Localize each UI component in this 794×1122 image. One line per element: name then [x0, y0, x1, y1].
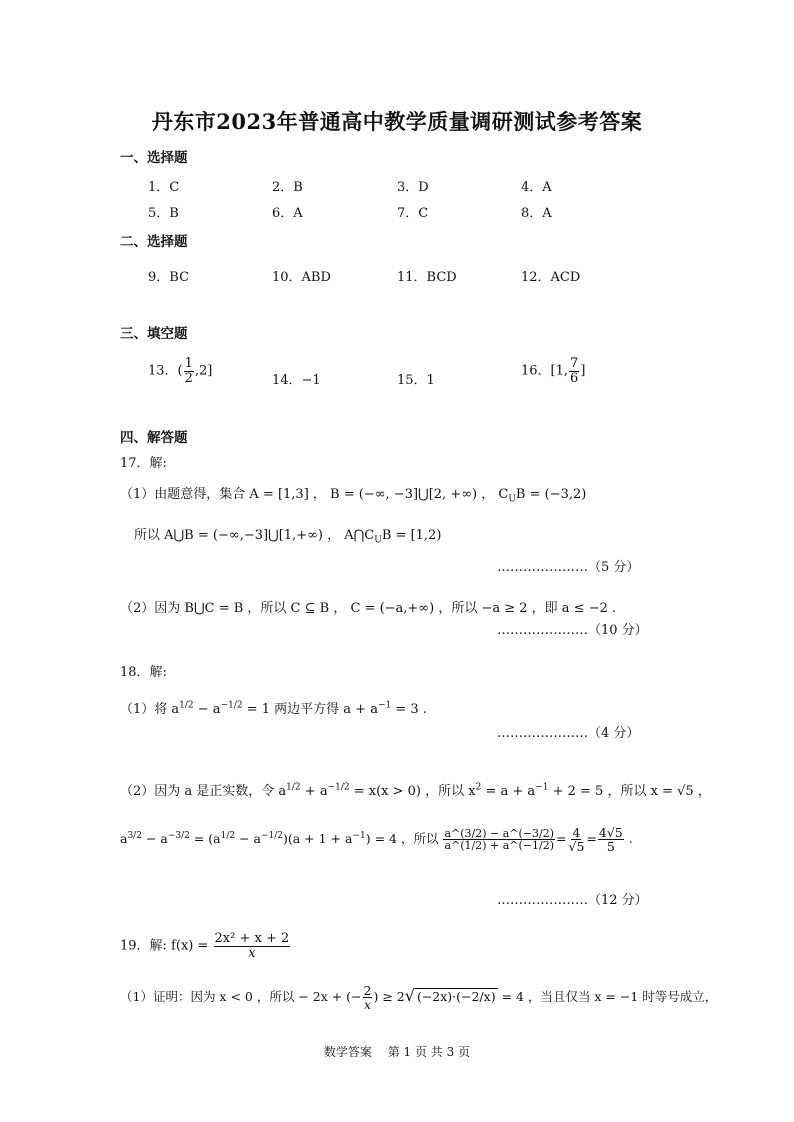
fraction — [363, 984, 373, 1011]
answer-16-open: [1, — [550, 363, 569, 379]
q17-part1-text: （1）由题意得，集合 A = [1,3] ， B = (−∞, −3]⋃[2, +∞) ， C — [120, 487, 509, 502]
answer-10: 10．ABD — [272, 270, 331, 285]
text: （2）因为 a 是正实数，令 a — [120, 784, 287, 799]
q17-score2: …………………（10 分） — [497, 623, 648, 638]
text: = 1 两边平方得 a + a — [242, 702, 378, 717]
text: = a + a — [481, 784, 536, 799]
exponent: 1/2 — [220, 830, 236, 841]
section-heading-fill: 三、填空题 — [120, 326, 188, 342]
answer-3: 3．D — [397, 180, 429, 195]
q18-part1 — [120, 698, 427, 717]
q19-label — [120, 932, 291, 960]
fraction-num: 2 — [363, 983, 372, 998]
fraction-num: 7 — [570, 356, 579, 371]
fraction-num: 2x² + x + 2 — [214, 931, 290, 946]
exponent: 3/2 — [127, 830, 142, 841]
q19-part1 — [120, 984, 717, 1011]
fraction — [569, 357, 579, 385]
section-heading-choice: 一、选择题 — [120, 150, 188, 166]
text: )(a + 1 + a — [282, 831, 353, 847]
exponent: −1 — [535, 782, 549, 793]
fraction-num: a^(3/2) − a^(−3/2) — [444, 826, 554, 840]
q17-part1-union — [134, 524, 441, 546]
page-title: 丹东市2023年普通高中教学质量调研测试参考答案 — [151, 109, 643, 134]
exponent: −1/2 — [327, 782, 350, 793]
fraction-num: 1 — [184, 356, 193, 371]
text: a — [120, 831, 128, 847]
answer-8: 8．A — [521, 206, 552, 221]
q17-score1: …………………（5 分） — [497, 560, 640, 575]
fraction — [214, 932, 291, 960]
answer-9: 9．BC — [148, 270, 190, 285]
sqrt-icon: √ — [404, 986, 415, 1006]
text: = 3 . — [391, 702, 427, 717]
fraction — [184, 357, 194, 385]
fraction — [598, 826, 624, 853]
answer-16 — [521, 357, 585, 385]
q17-part1-end: B = (−3,2) — [515, 487, 587, 502]
text: （1）将 a — [120, 702, 180, 717]
q18-score1: …………………（4 分） — [497, 726, 640, 741]
period: . — [628, 831, 633, 847]
q18-score2: …………………（12 分） — [497, 893, 648, 908]
text: ) = 4 ，所以 — [365, 831, 439, 847]
answer-11: 11．BCD — [397, 270, 457, 285]
text: − a — [193, 702, 221, 717]
fraction-den: x — [363, 997, 372, 1013]
fraction — [443, 828, 555, 852]
equals: = — [586, 831, 597, 847]
q17-union-text: 所以 A⋃B = (−∞,−3]⋃[1,+∞) ， A⋂C — [134, 528, 375, 543]
q17-union-end: B = [1,2) — [381, 528, 442, 543]
fraction-den: 5 — [606, 839, 615, 855]
text: ) ≥ 2 — [373, 989, 405, 1005]
fraction — [567, 826, 585, 853]
section-heading-solve: 四、解答题 — [120, 430, 188, 446]
answer-13 — [148, 357, 212, 385]
answer-15: 15．1 — [397, 373, 435, 388]
exponent: 1/2 — [179, 700, 194, 711]
page-footer: 数学答案 第 1 页 共 3 页 — [323, 1045, 471, 1059]
answer-13-open: ( — [177, 363, 183, 379]
equals: = — [556, 831, 567, 847]
section-heading-multi: 二、选择题 — [120, 234, 188, 250]
fraction-den: x — [248, 945, 256, 961]
q18-part2-derivation — [120, 826, 633, 853]
q17-label: 17．解: — [120, 456, 167, 471]
exponent: −1/2 — [260, 830, 283, 841]
answer-16-prefix: 16． — [521, 363, 551, 379]
exponent: −1/2 — [220, 700, 243, 711]
q19-label-text: 19．解: f(x) = — [120, 938, 209, 954]
answer-6: 6．A — [272, 206, 303, 221]
text: = 4 ，当且仅当 x = −1 时等号成立， — [497, 989, 718, 1005]
answer-13-prefix: 13． — [148, 363, 178, 379]
answer-12: 12．ACD — [521, 270, 581, 285]
text: = x(x > 0) ，所以 x — [349, 784, 476, 799]
sqrt-content: (−2x)·(−2/x) — [416, 989, 496, 1005]
q17-part1 — [120, 483, 586, 505]
text: = (a — [189, 831, 221, 847]
exponent: 1/2 — [286, 782, 301, 793]
answer-4: 4．A — [521, 180, 552, 195]
fraction-den: a^(1/2) + a^(−1/2) — [444, 839, 554, 853]
text: − a — [235, 831, 261, 847]
answer-7: 7．C — [397, 206, 429, 221]
answer-16-tail: ] — [580, 363, 586, 379]
q17-union-sub: U — [374, 535, 382, 546]
q18-label: 18．解: — [120, 665, 167, 680]
fraction-den: √5 — [568, 839, 585, 855]
answer-1: 1．C — [148, 180, 180, 195]
exponent: −3/2 — [167, 830, 190, 841]
q17-part1-sub: U — [508, 494, 516, 505]
answer-5: 5．B — [148, 206, 179, 221]
fraction-num: 4√5 — [598, 825, 623, 840]
fraction-den: 2 — [184, 370, 193, 386]
exponent: −1 — [377, 700, 392, 711]
fraction-num: 4 — [572, 825, 581, 840]
text: − a — [141, 831, 168, 847]
answer-14: 14．−1 — [272, 373, 321, 388]
answer-13-tail: ,2] — [194, 363, 213, 379]
text: + a — [300, 784, 328, 799]
q18-part2 — [120, 780, 711, 799]
text: （1）证明：因为 x < 0 ，所以 − 2x + (− — [120, 989, 362, 1005]
answer-2: 2．B — [272, 180, 303, 195]
q17-part2: （2）因为 B⋃C = B ，所以 C ⊆ B ， C = (−a,+∞) ，所以 −a ≥ 2 ，即 a ≤ −2 . — [120, 601, 617, 616]
text: + 2 = 5 ，所以 x = √5 ， — [548, 784, 711, 799]
exponent: 2 — [475, 782, 482, 793]
fraction-den: 6 — [570, 370, 579, 386]
exponent: −1 — [352, 830, 366, 841]
